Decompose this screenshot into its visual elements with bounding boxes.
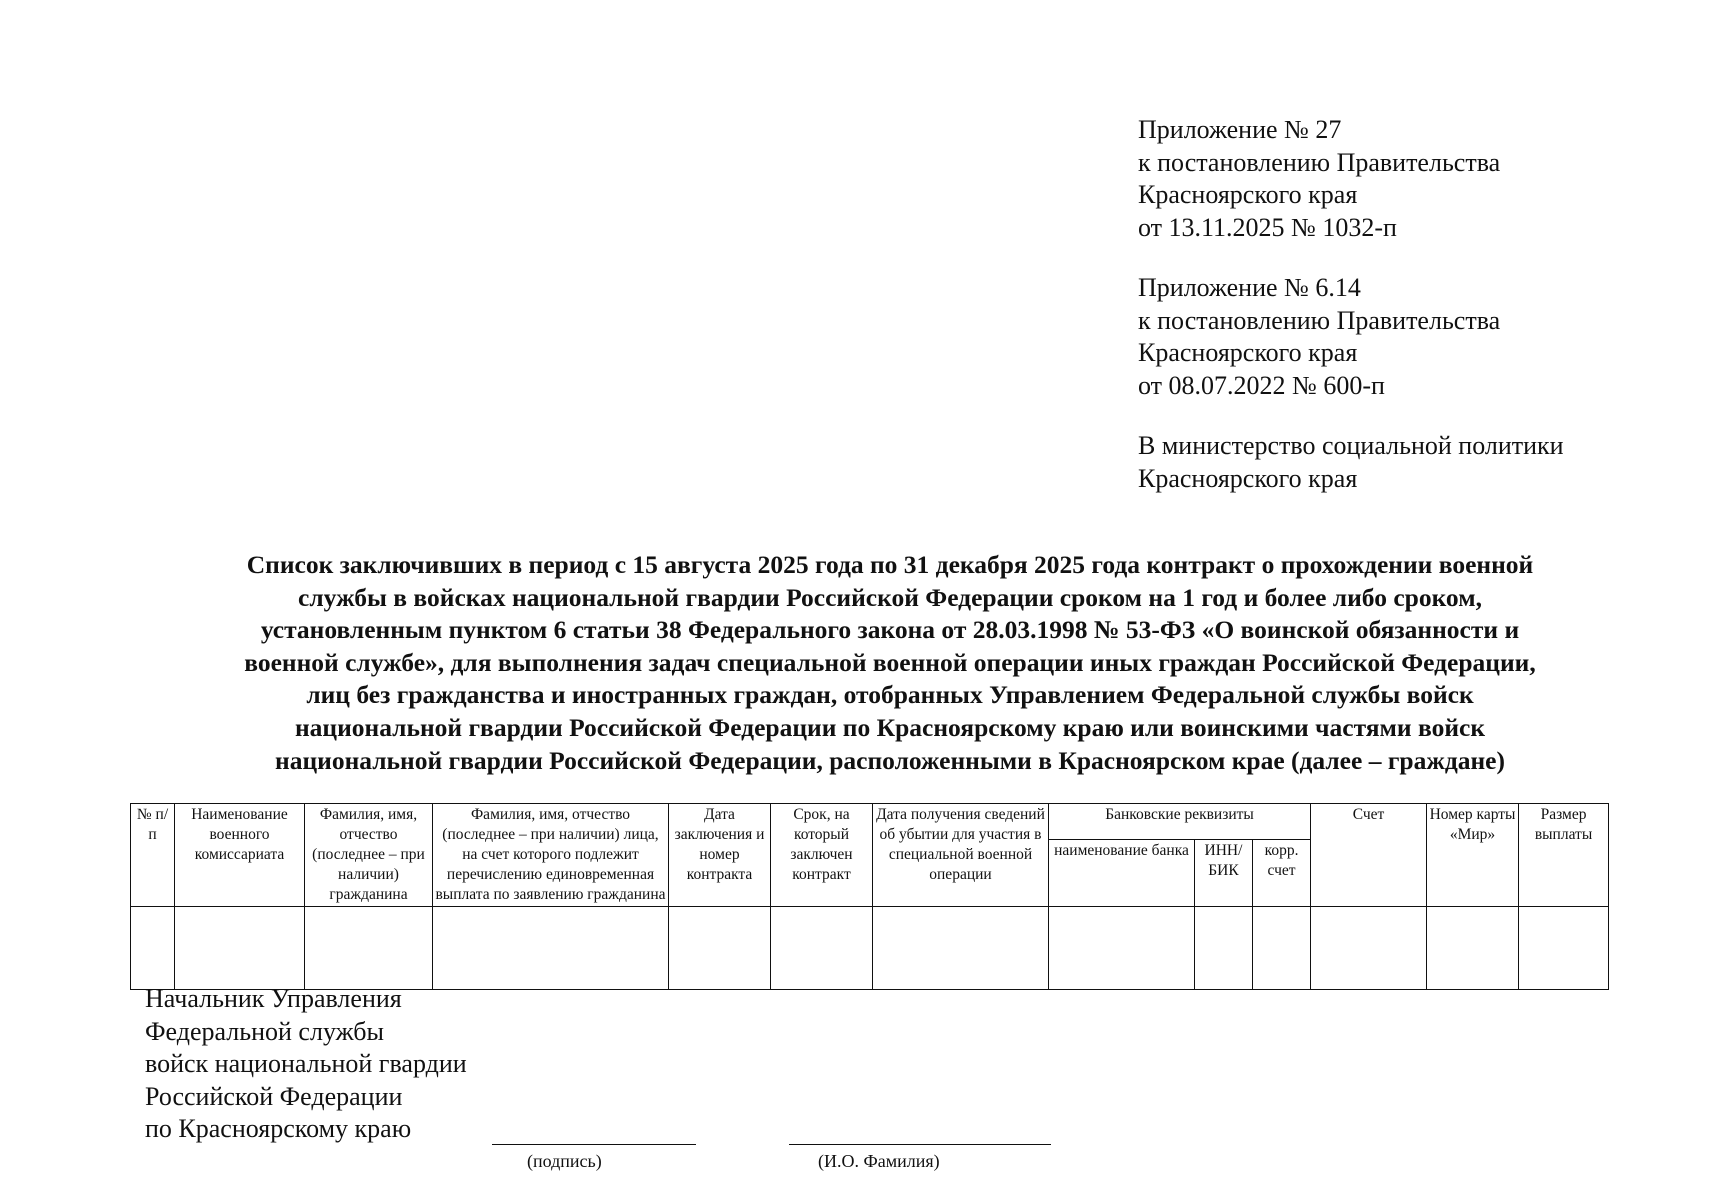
header-bank-name: наименование банка bbox=[1049, 839, 1195, 906]
signer-position: Начальник Управления bbox=[145, 984, 402, 1013]
table-cell bbox=[1253, 907, 1311, 990]
recipient-region: Красноярского края bbox=[1138, 463, 1358, 493]
table-cell bbox=[305, 907, 433, 990]
header-departure-date: Дата получения сведений об убытии для участия в специальной военной операции bbox=[873, 804, 1049, 907]
title-line: национальной гвардии Российской Федерации по Красноярскому краю или воинскими частями войск bbox=[294, 712, 1486, 742]
name-line bbox=[789, 1144, 1051, 1145]
table-cell bbox=[669, 907, 771, 990]
header-commissariat: Наименование военного комиссариата bbox=[175, 804, 305, 907]
appendix-reference: к постановлению Правительства bbox=[1138, 147, 1501, 177]
appendix-region: Красноярского края bbox=[1138, 338, 1358, 367]
title-line: национальной гвардии Российской Федерации, расположенными в Красноярском крае (далее – граждане) bbox=[275, 745, 1505, 775]
appendix-27-header bbox=[1138, 114, 1698, 244]
appendix-region: Красноярского края bbox=[1138, 180, 1358, 209]
signer-position: войск национальной гвардии bbox=[145, 1049, 467, 1078]
citizens-list-table bbox=[130, 803, 1609, 990]
header-inn-bik: ИНН/ БИК bbox=[1195, 839, 1253, 906]
table-cell bbox=[1519, 907, 1609, 990]
table-cell bbox=[771, 907, 873, 990]
title-line: Список заключивших в период с 15 августа 2025 года по 31 декабря 2025 года контракт о прохождении военной bbox=[246, 550, 1534, 579]
signer-block bbox=[145, 983, 467, 1146]
document-title bbox=[150, 549, 1630, 777]
table-cell bbox=[1311, 907, 1427, 990]
table-row bbox=[131, 907, 1609, 990]
table-cell bbox=[131, 907, 175, 990]
header-payment-amount: Размер выплаты bbox=[1519, 804, 1609, 907]
table-header-row bbox=[131, 804, 1609, 840]
signer-position: Федеральной службы bbox=[145, 1016, 384, 1046]
signer-position: по Красноярскому краю bbox=[145, 1114, 412, 1143]
table-cell bbox=[1427, 907, 1519, 990]
appendix-date-number: от 13.11.2025 № 1032-п bbox=[1138, 212, 1397, 242]
appendix-reference: к постановлению Правительства bbox=[1138, 305, 1501, 335]
table-cell bbox=[175, 907, 305, 990]
header-corr-account: корр. счет bbox=[1253, 839, 1311, 906]
title-line: службы в войсках национальной гвардии Российской Федерации сроком на 1 год и более либо сроком, bbox=[298, 582, 1482, 612]
appendix-number: Приложение № 6.14 bbox=[1138, 273, 1361, 302]
appendix-date-number: от 08.07.2022 № 600-п bbox=[1138, 370, 1385, 400]
signer-position: Российской Федерации bbox=[145, 1081, 403, 1111]
header-contract-date: Дата заключения и номер контракта bbox=[669, 804, 771, 907]
header-citizen-name: Фамилия, имя, отчество (последнее – при наличии) гражданина bbox=[305, 804, 433, 907]
header-payee-name: Фамилия, имя, отчество (последнее – при наличии) лица, на счет которого подлежит перечислению единовременная выплата по заявлению гражданина bbox=[433, 804, 669, 907]
name-caption: (И.О. Фамилия) bbox=[818, 1151, 940, 1171]
title-line: военной службе», для выполнения задач специальной военной операции иных граждан Российской Федерации, bbox=[244, 647, 1536, 677]
header-bank-details: Банковские реквизиты bbox=[1049, 804, 1311, 840]
title-line: лиц без гражданства и иностранных граждан, отобранных Управлением Федеральной службы войск bbox=[306, 680, 1474, 710]
signature-line bbox=[492, 1144, 696, 1145]
header-account: Счет bbox=[1311, 804, 1427, 907]
table-cell bbox=[873, 907, 1049, 990]
table-cell bbox=[1195, 907, 1253, 990]
recipient-block bbox=[1138, 430, 1698, 495]
signature-caption: (подпись) bbox=[527, 1151, 602, 1171]
header-number: № п/п bbox=[131, 804, 175, 907]
header-contract-term: Срок, на который заключен контракт bbox=[771, 804, 873, 907]
table-cell bbox=[1049, 907, 1195, 990]
table-cell bbox=[433, 907, 669, 990]
appendix-6-14-header bbox=[1138, 272, 1698, 402]
title-line: установленным пунктом 6 статьи 38 Федерального закона от 28.03.1998 № 53-ФЗ «О воинской обязанности и bbox=[260, 615, 1520, 645]
recipient-ministry: В министерство социальной политики bbox=[1138, 431, 1564, 460]
appendix-number: Приложение № 27 bbox=[1138, 115, 1342, 144]
header-mir-card: Номер карты «Мир» bbox=[1427, 804, 1519, 907]
